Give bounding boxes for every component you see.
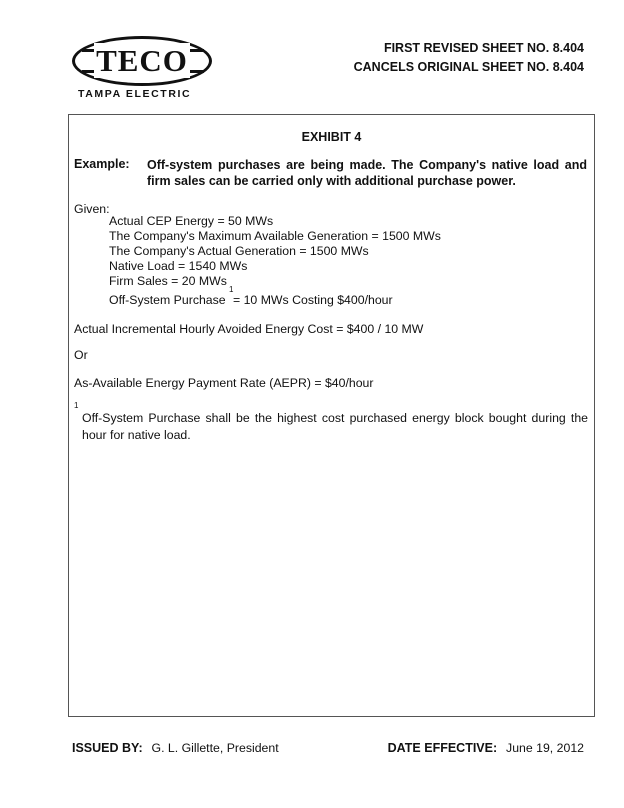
- purchase-label: Off-System Purchase: [109, 293, 226, 307]
- given-label: Given:: [74, 202, 110, 216]
- cancels-sheet-number: CANCELS ORIGINAL SHEET NO. 8.404: [353, 60, 584, 74]
- footnote-text: Off-System Purchase shall be the highest cost purchased energy block bought during the hour for native load.: [82, 411, 588, 442]
- footnote-marker: 1: [229, 285, 234, 294]
- date-effective-value: June 19, 2012: [506, 741, 584, 755]
- issued-by: [72, 739, 279, 757]
- purchase-value: = 10 MWs Costing $400/hour: [233, 293, 393, 307]
- example-label: Example:: [74, 157, 130, 171]
- given-item: The Company's Actual Generation = 1500 MWs: [109, 244, 369, 258]
- given-item: Actual CEP Energy = 50 MWs: [109, 214, 274, 228]
- or-text: Or: [74, 348, 88, 362]
- given-item: Native Load = 1540 MWs: [109, 259, 248, 273]
- example-text: Off-system purchases are being made. The Company's native load and firm sales can be carried only with additional purchase power.: [147, 158, 587, 188]
- incremental-cost: Actual Incremental Hourly Avoided Energy Cost = $400 / 10 MW: [74, 322, 424, 336]
- issued-by-value: G. L. Gillette, President: [151, 741, 279, 755]
- sheet-number: FIRST REVISED SHEET NO. 8.404: [383, 41, 584, 55]
- company-logo: [72, 36, 214, 88]
- given-item: The Company's Maximum Available Generation = 1500 MWs: [109, 229, 441, 243]
- exhibit-title: EXHIBIT 4: [301, 130, 362, 144]
- aepr-text: As-Available Energy Payment Rate (AEPR) = $40/hour: [74, 376, 374, 390]
- footnote-marker: 1: [74, 401, 79, 410]
- logo-tagline: TAMPA ELECTRIC: [78, 88, 192, 100]
- date-effective: [388, 739, 584, 757]
- issued-by-label: ISSUED BY:: [72, 741, 143, 755]
- date-effective-label: DATE EFFECTIVE:: [387, 741, 498, 755]
- logo-wordmark: TECO: [96, 43, 188, 78]
- given-item: Firm Sales = 20 MWs: [109, 274, 227, 288]
